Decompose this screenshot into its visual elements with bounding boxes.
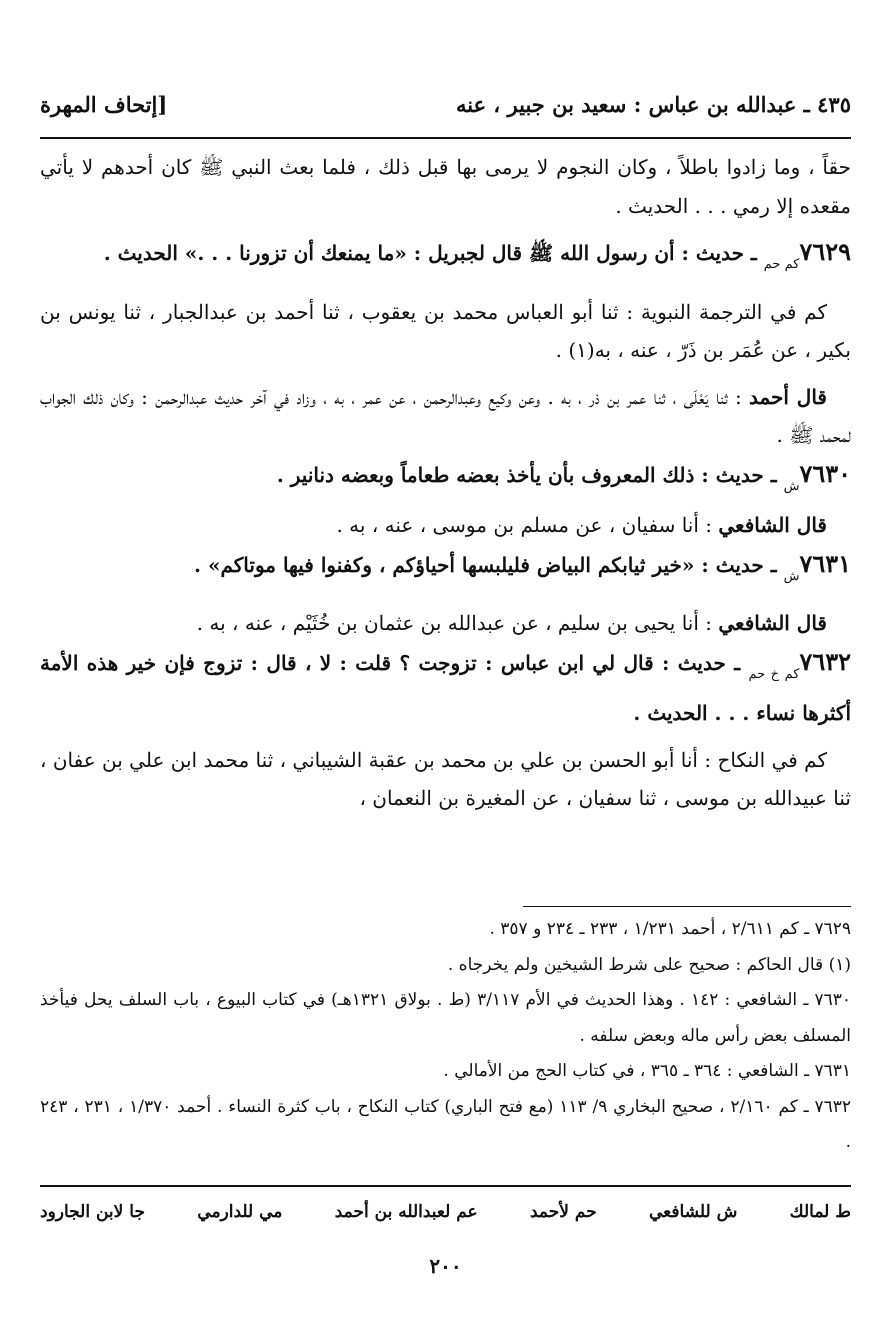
sigla-legend <box>40 1194 851 1230</box>
footnotes <box>40 912 851 1161</box>
narration-shafii-2 <box>40 604 851 643</box>
continuation-paragraph: حقاً ، وما زادوا باطلاً ، وكان النجوم لا يرمى بها قبل ذلك ، فلما بعث النبي ﷺ كان أحدهم لا يأتي مقعده إلا رمي . . . الحديث . <box>40 155 851 218</box>
book-title: [إتحاف المهرة <box>40 92 168 117</box>
hadith-sigla: كم خ حم <box>748 666 800 682</box>
footnote-item: ٧٦٢٩ ـ كم ٢/٦١١ ، أحمد ١/٢٣١ ، ٢٣٣ ـ ٢٣٤ و ٣٥٧ . <box>489 919 851 939</box>
legend-item: عم لعبدالله بن أحمد <box>334 1202 478 1222</box>
legend-item: ط لمالك <box>789 1202 851 1222</box>
footnote-rule <box>523 906 851 907</box>
narration-text: : أنا سفيان ، عن مسلم بن موسى ، عنه ، به . <box>336 513 719 537</box>
footnote-item: (١) قال الحاكم : صحيح على شرط الشيخين ولم يخرجاه . <box>447 954 851 975</box>
hadith-sigla: كم حم <box>763 257 800 272</box>
legend-item: مي للدارمي <box>197 1202 283 1222</box>
page-number: ٢٠٠ <box>429 1254 462 1278</box>
hadith-number: ٧٦٢٩ <box>799 237 851 266</box>
hadith-7631 <box>40 545 851 597</box>
running-head <box>40 88 851 128</box>
hadith-7630 <box>40 455 851 507</box>
narrator-lead: قال الشافعي <box>718 513 827 537</box>
legend-rule <box>40 1185 851 1187</box>
narration-text: : ثنا يَعْلَى ، ثنا عمر بن ذر ، به . وعن وكيع وعبدالرحمن ، عن عمر ، به ، وزاد في آخر حديث عبدالرحمن : وكان ذلك الجواب لمحمد ﷺ . <box>40 384 851 447</box>
hadith-text: ـ حديث : أن رسول الله ﷺ قال لجبريل : «ما يمنعك أن تزورنا . . .» الحديث . <box>103 241 757 265</box>
chapter-title: ٤٣٥ ـ عبدالله بن عباس : سعيد بن جبير ، عنه <box>456 92 851 117</box>
legend-item: جا لابن الجارود <box>40 1202 145 1222</box>
narration-ahmad <box>40 378 851 455</box>
hadith-number: ٧٦٣٠ <box>799 458 851 488</box>
hadith-text: ـ حديث : ذلك المعروف بأن يأخذ بعضه طعاماً وبعضه دنانير . <box>276 462 777 487</box>
hadith-7629 <box>40 233 851 285</box>
hadith-number: ٧٦٣١ <box>799 548 851 578</box>
narrator-lead: قال أحمد <box>748 384 827 409</box>
hadith-sigla: ش <box>783 478 800 494</box>
isnad-nikah: كم في النكاح : أنا أبو الحسن بن علي بن محمد بن عقبة الشيباني ، ثنا محمد ابن علي بن عفان ، ثنا عبيدالله بن موسى ، ثنا سفيان ، عن المغيرة بن النعمان ، <box>40 747 851 810</box>
footnote-item: ٧٦٣١ ـ الشافعي : ٣٦٤ ـ ٣٦٥ ، في كتاب الحج من الأمالي . <box>443 1061 851 1081</box>
hadith-text: ـ حديث : قال لي ابن عباس : تزوجت ؟ قلت : لا ، قال : تزوج فإن خير هذه الأمة أكثرها نساء . . . الحديث . <box>40 650 851 725</box>
narration-shafii-1 <box>40 506 851 545</box>
hadith-7632 <box>40 643 851 733</box>
hadith-number: ٧٦٣٢ <box>799 646 851 676</box>
narrator-lead: قال الشافعي <box>718 611 827 635</box>
header-rule <box>40 137 851 139</box>
main-text <box>40 148 851 818</box>
footnote-item: ٧٦٣٠ ـ الشافعي : ١٤٢ . وهذا الحديث في الأم ٣/١١٧ (ط . بولاق ١٣٢١هـ) في كتاب البيوع ، باب السلف يحل فيأخذ المسلف بعض رأس ماله وبعض سلفه . <box>40 990 851 1046</box>
hadith-sigla: ش <box>783 568 800 584</box>
legend-item: حم لأحمد <box>530 1202 597 1222</box>
hadith-text: ـ حديث : «خير ثيابكم البياض فليلبسها أحياؤكم ، وكفنوا فيها موتاكم» . <box>194 552 777 577</box>
narration-text: : أنا يحيى بن سليم ، عن عبدالله بن عثمان بن خُثَيْم ، عنه ، به . <box>196 611 719 635</box>
footnote-item: ٧٦٣٢ ـ كم ٢/١٦٠ ، صحيح البخاري ٩/ ١١٣ (مع فتح الباري) كتاب النكاح ، باب كثرة النساء . أحمد ١/٣٧٠ ، ٢٣١ ، ٢٤٣ . <box>40 1096 852 1152</box>
legend-item: ش للشافعي <box>649 1202 738 1222</box>
isnad-paragraph: كم في الترجمة النبوية : ثنا أبو العباس محمد بن يعقوب ، ثنا أحمد بن عبدالجبار ، ثنا يونس بن بكير ، عن عُمَر بن ذَرّ ، عنه ، به(١) . <box>40 299 851 362</box>
